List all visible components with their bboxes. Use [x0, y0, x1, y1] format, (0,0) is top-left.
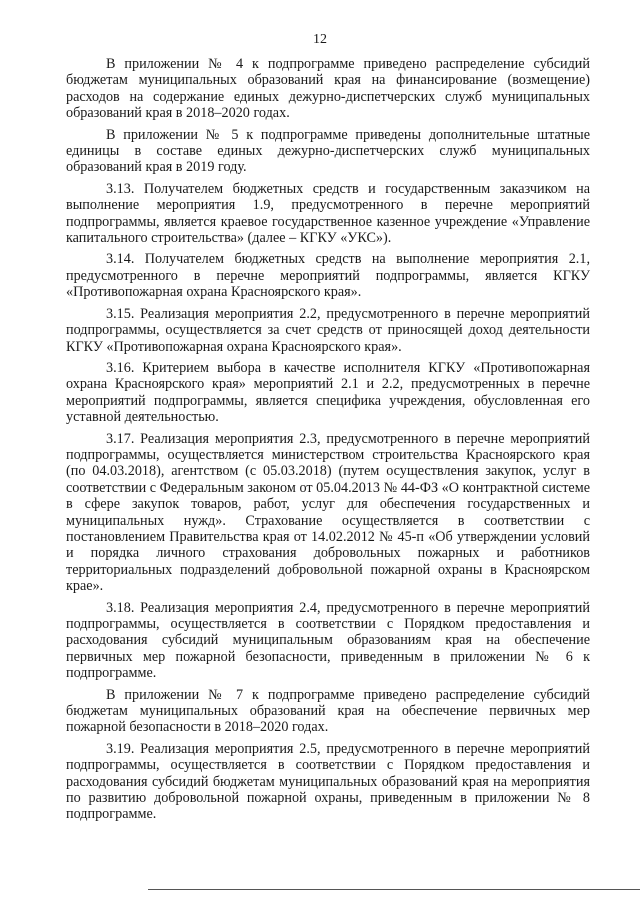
paragraph-3-13: 3.13. Получателем бюджетных средств и государственным заказчиком на выполнение мероприятия 1.9, предусмотренного в перечне мероприятий подпрограммы, является краевое государственное казенное учреждение «Управление капитального строительства» (далее – КГКУ «УКС»). [66, 180, 590, 247]
paragraph-appendix-5: В приложении № 5 к подпрограмме приведены дополнительные штатные единицы в составе единых дежурно-диспетчерских служб муниципальных образований края в 2019 году. [66, 126, 590, 176]
paragraph-3-16: 3.16. Критерием выбора в качестве исполнителя КГКУ «Противопожарная охрана Красноярского края» мероприятий 2.1 и 2.2, предусмотренных в перечне мероприятий подпрограммы, является специфика учреждения, обусловленная его уставной деятельностью. [66, 359, 590, 426]
paragraph-3-14: 3.14. Получателем бюджетных средств на выполнение мероприятия 2.1, предусмотренного в перечне мероприятий подпрограммы, является КГКУ «Противопожарная охрана Красноярского края». [66, 251, 590, 301]
footer-rule [148, 889, 640, 890]
page-number: 12 [313, 32, 327, 47]
paragraph-appendix-4: В приложении № 4 к подпрограмме приведено распределение субсидий бюджетам муниципальных образований края на финансирование (возмещение) расходов на содержание единых дежурно-диспетчерских служб муниципальных образований края в 2018–2020 годах. [66, 56, 590, 122]
paragraph-3-19: 3.19. Реализация мероприятия 2.5, предусмотренного в перечне мероприятий подпрограммы, осуществляется в соответствии с Порядком предоставления и расходования субсидий бюджетам муниципальных образований края на мероприятия по развитию добровольной пожарной охраны, приведенным в приложении № 8 подпрограмме. [66, 740, 590, 823]
paragraph-3-18: 3.18. Реализация мероприятия 2.4, предусмотренного в перечне мероприятий подпрограммы, осуществляется в соответствии с Порядком предоставления и расходования субсидий муниципальным образованиям края на обеспечение первичных мер пожарной безопасности, приведенным в приложении № 6 к подпрограмме. [66, 599, 590, 682]
document-body [66, 56, 590, 828]
paragraph-3-17: 3.17. Реализация мероприятия 2.3, предусмотренного в перечне мероприятий подпрограммы, осуществляется министерством строительства Красноярского края (по 04.03.2018), агентством (с 05.03.2018) (путем осуществления закупок, услуг в соответствии с Федеральным законом от 05.04.2013 № 44-ФЗ «О контрактной системе в сфере закупок товаров, работ, услуг для обеспечения государственных и муниципальных нужд». Страхование осуществляется в соответствии с постановлением Правительства края от 14.02.2012 № 45-п «Об утверждении условий и порядка личного страхования добровольных пожарных и работников территориальных подразделений добровольной пожарной охраны в Красноярском крае». [66, 430, 590, 595]
paragraph-3-15: 3.15. Реализация мероприятия 2.2, предусмотренного в перечне мероприятий подпрограммы, осуществляется за счет средств от приносящей доход деятельности КГКУ «Противопожарная охрана Красноярского края». [66, 305, 590, 355]
paragraph-appendix-7: В приложении № 7 к подпрограмме приведено распределение субсидий бюджетам муниципальных образований края на обеспечение первичных мер пожарной безопасности в 2018–2020 годах. [66, 686, 590, 736]
